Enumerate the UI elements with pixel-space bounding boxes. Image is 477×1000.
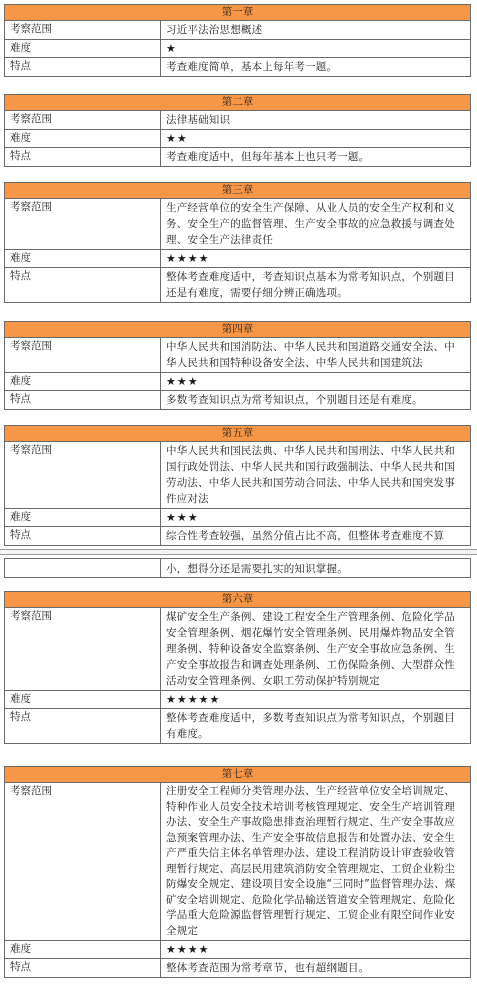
- chapter-table-1: [4, 4, 471, 77]
- features-row: [5, 527, 470, 545]
- difficulty-stars: ★: [166, 42, 177, 55]
- scope-label: 考察范围: [5, 442, 161, 508]
- scope-row: [5, 442, 470, 509]
- scope-row: [5, 111, 470, 130]
- features-row: [5, 148, 470, 166]
- features-row: [5, 268, 470, 302]
- scope-label: 考察范围: [5, 608, 161, 690]
- features-value: 多数考查知识点为常考知识点，个别题目还是有难度。: [166, 394, 423, 406]
- difficulty-row: [5, 941, 470, 959]
- features-label: 特点: [5, 709, 161, 743]
- scope-value: 生产经营单位的安全生产保障、从业人员的安全生产权利和义务、安全生产的监督管理、生产安全事故的应急救援与调查处理、安全生产法律责任: [166, 202, 455, 246]
- difficulty-row: [5, 509, 470, 527]
- features-row: [5, 58, 470, 76]
- difficulty-stars: ★★★★: [166, 943, 210, 956]
- scope-value: 法律基础知识: [166, 114, 231, 126]
- difficulty-label: 难度: [5, 691, 161, 708]
- empty-label-cell: [5, 559, 161, 577]
- difficulty-label: 难度: [5, 373, 161, 390]
- scope-row: [5, 608, 470, 691]
- chapter-table-3: [4, 182, 471, 303]
- features-value: 整体考查难度适中，考查知识点基本为常考知识点，个别题目还是有难度，需要仔细分辨正确选项。: [166, 271, 455, 299]
- difficulty-label: 难度: [5, 250, 161, 267]
- page-break-divider: [0, 549, 477, 555]
- features-label: 特点: [5, 391, 161, 409]
- difficulty-label: 难度: [5, 130, 161, 147]
- features-label: 特点: [5, 148, 161, 166]
- chapter-title: 第五章: [5, 426, 470, 442]
- chapter-title: 第四章: [5, 322, 470, 338]
- features-value: 整体考查范围为常考章节，也有超纲题目。: [166, 962, 370, 974]
- difficulty-stars: ★★★★★: [166, 693, 221, 706]
- scope-label: 考察范围: [5, 111, 161, 129]
- chapter-title: 第一章: [5, 5, 470, 21]
- scope-row: [5, 338, 470, 373]
- difficulty-row: [5, 250, 470, 268]
- chapter-table-6: [4, 591, 471, 744]
- scope-value: 煤矿安全生产条例、建设工程安全生产管理条例、危险化学品安全管理条例、烟花爆竹安全管理条例、民用爆炸物品安全管理条例、特种设备安全监察条例、生产安全事故应急条例、生产安全事故报告和调查处理条例、工伤保险条例、大型群众性活动安全管理条例、女职工劳动保护特别规定: [166, 611, 455, 687]
- chapter-table-7: [4, 766, 471, 978]
- scope-label: 考察范围: [5, 199, 161, 249]
- chapter-table-2: [4, 94, 471, 167]
- features-row: [5, 391, 470, 409]
- difficulty-row: [5, 40, 470, 58]
- chapter-table-5: [4, 425, 471, 546]
- chapter-title: 第二章: [5, 95, 470, 111]
- scope-value: 习近平法治思想概述: [166, 24, 263, 36]
- difficulty-label: 难度: [5, 40, 161, 57]
- scope-row: [5, 783, 470, 941]
- features-label: 特点: [5, 268, 161, 302]
- features-value: 综合性考查较强，虽然分值占比不高，但整体考查难度不算: [166, 530, 445, 542]
- scope-row: [5, 199, 470, 250]
- difficulty-stars: ★★★: [166, 375, 199, 388]
- scope-label: 考察范围: [5, 338, 161, 372]
- chapter-title: 第六章: [5, 592, 470, 608]
- scope-label: 考察范围: [5, 21, 161, 39]
- difficulty-label: 难度: [5, 941, 161, 958]
- chapter-5-continued-row: [4, 558, 471, 578]
- chapter-table-4: [4, 321, 471, 410]
- chapter-title: 第七章: [5, 767, 470, 783]
- features-label: 特点: [5, 58, 161, 76]
- features-value: 整体考查难度适中，多数考查知识点为常考知识点，个别题目有难度。: [166, 712, 455, 740]
- difficulty-stars: ★★★★: [166, 252, 210, 265]
- features-label: 特点: [5, 527, 161, 545]
- difficulty-stars: ★★★: [166, 511, 199, 524]
- scope-label: 考察范围: [5, 783, 161, 940]
- scope-row: [5, 21, 470, 40]
- difficulty-row: [5, 130, 470, 148]
- scope-value: 中华人民共和国民法典、中华人民共和国刑法、中华人民共和国行政处罚法、中华人民共和国行政强制法、中华人民共和国劳动法、中华人民共和国劳动合同法、中华人民共和国突发事件应对法: [166, 445, 455, 505]
- features-value: 考查难度简单，基本上每年考一题。: [166, 61, 338, 73]
- difficulty-row: [5, 373, 470, 391]
- difficulty-label: 难度: [5, 509, 161, 526]
- difficulty-row: [5, 691, 470, 709]
- chapter-title: 第三章: [5, 183, 470, 199]
- features-row: [5, 959, 470, 977]
- features-row: [5, 709, 470, 743]
- scope-value: 注册安全工程师分类管理办法、生产经营单位安全培训规定、特种作业人员安全技术培训考核管理规定、安全生产培训管理办法、安全生产事故隐患排查治理暂行规定、生产安全事故应急预案管理办法、生产安全事故信息报告和处置办法、安全生产严重失信主体名单管理办法、建设工程消防设计审查验收管理暂行规定、高层民用建筑消防安全管理规定、工贸企业粉尘防爆安全规定、建设项目安全设施“三同时”监督管理办法、煤矿安全培训规定、危险化学品输送管道安全管理规定、危险化学品重大危险源监督管理暂行规定、工贸企业有限空间作业安全规定: [166, 785, 456, 937]
- scope-value: 中华人民共和国消防法、中华人民共和国道路交通安全法、中华人民共和国特种设备安全法、中华人民共和国建筑法: [166, 341, 455, 369]
- difficulty-stars: ★★: [166, 132, 188, 145]
- features-continued-value: 小，想得分还是需要扎实的知识掌握。: [166, 563, 348, 575]
- features-label: 特点: [5, 959, 161, 977]
- features-value: 考查难度适中，但每年基本上也只考一题。: [166, 151, 370, 163]
